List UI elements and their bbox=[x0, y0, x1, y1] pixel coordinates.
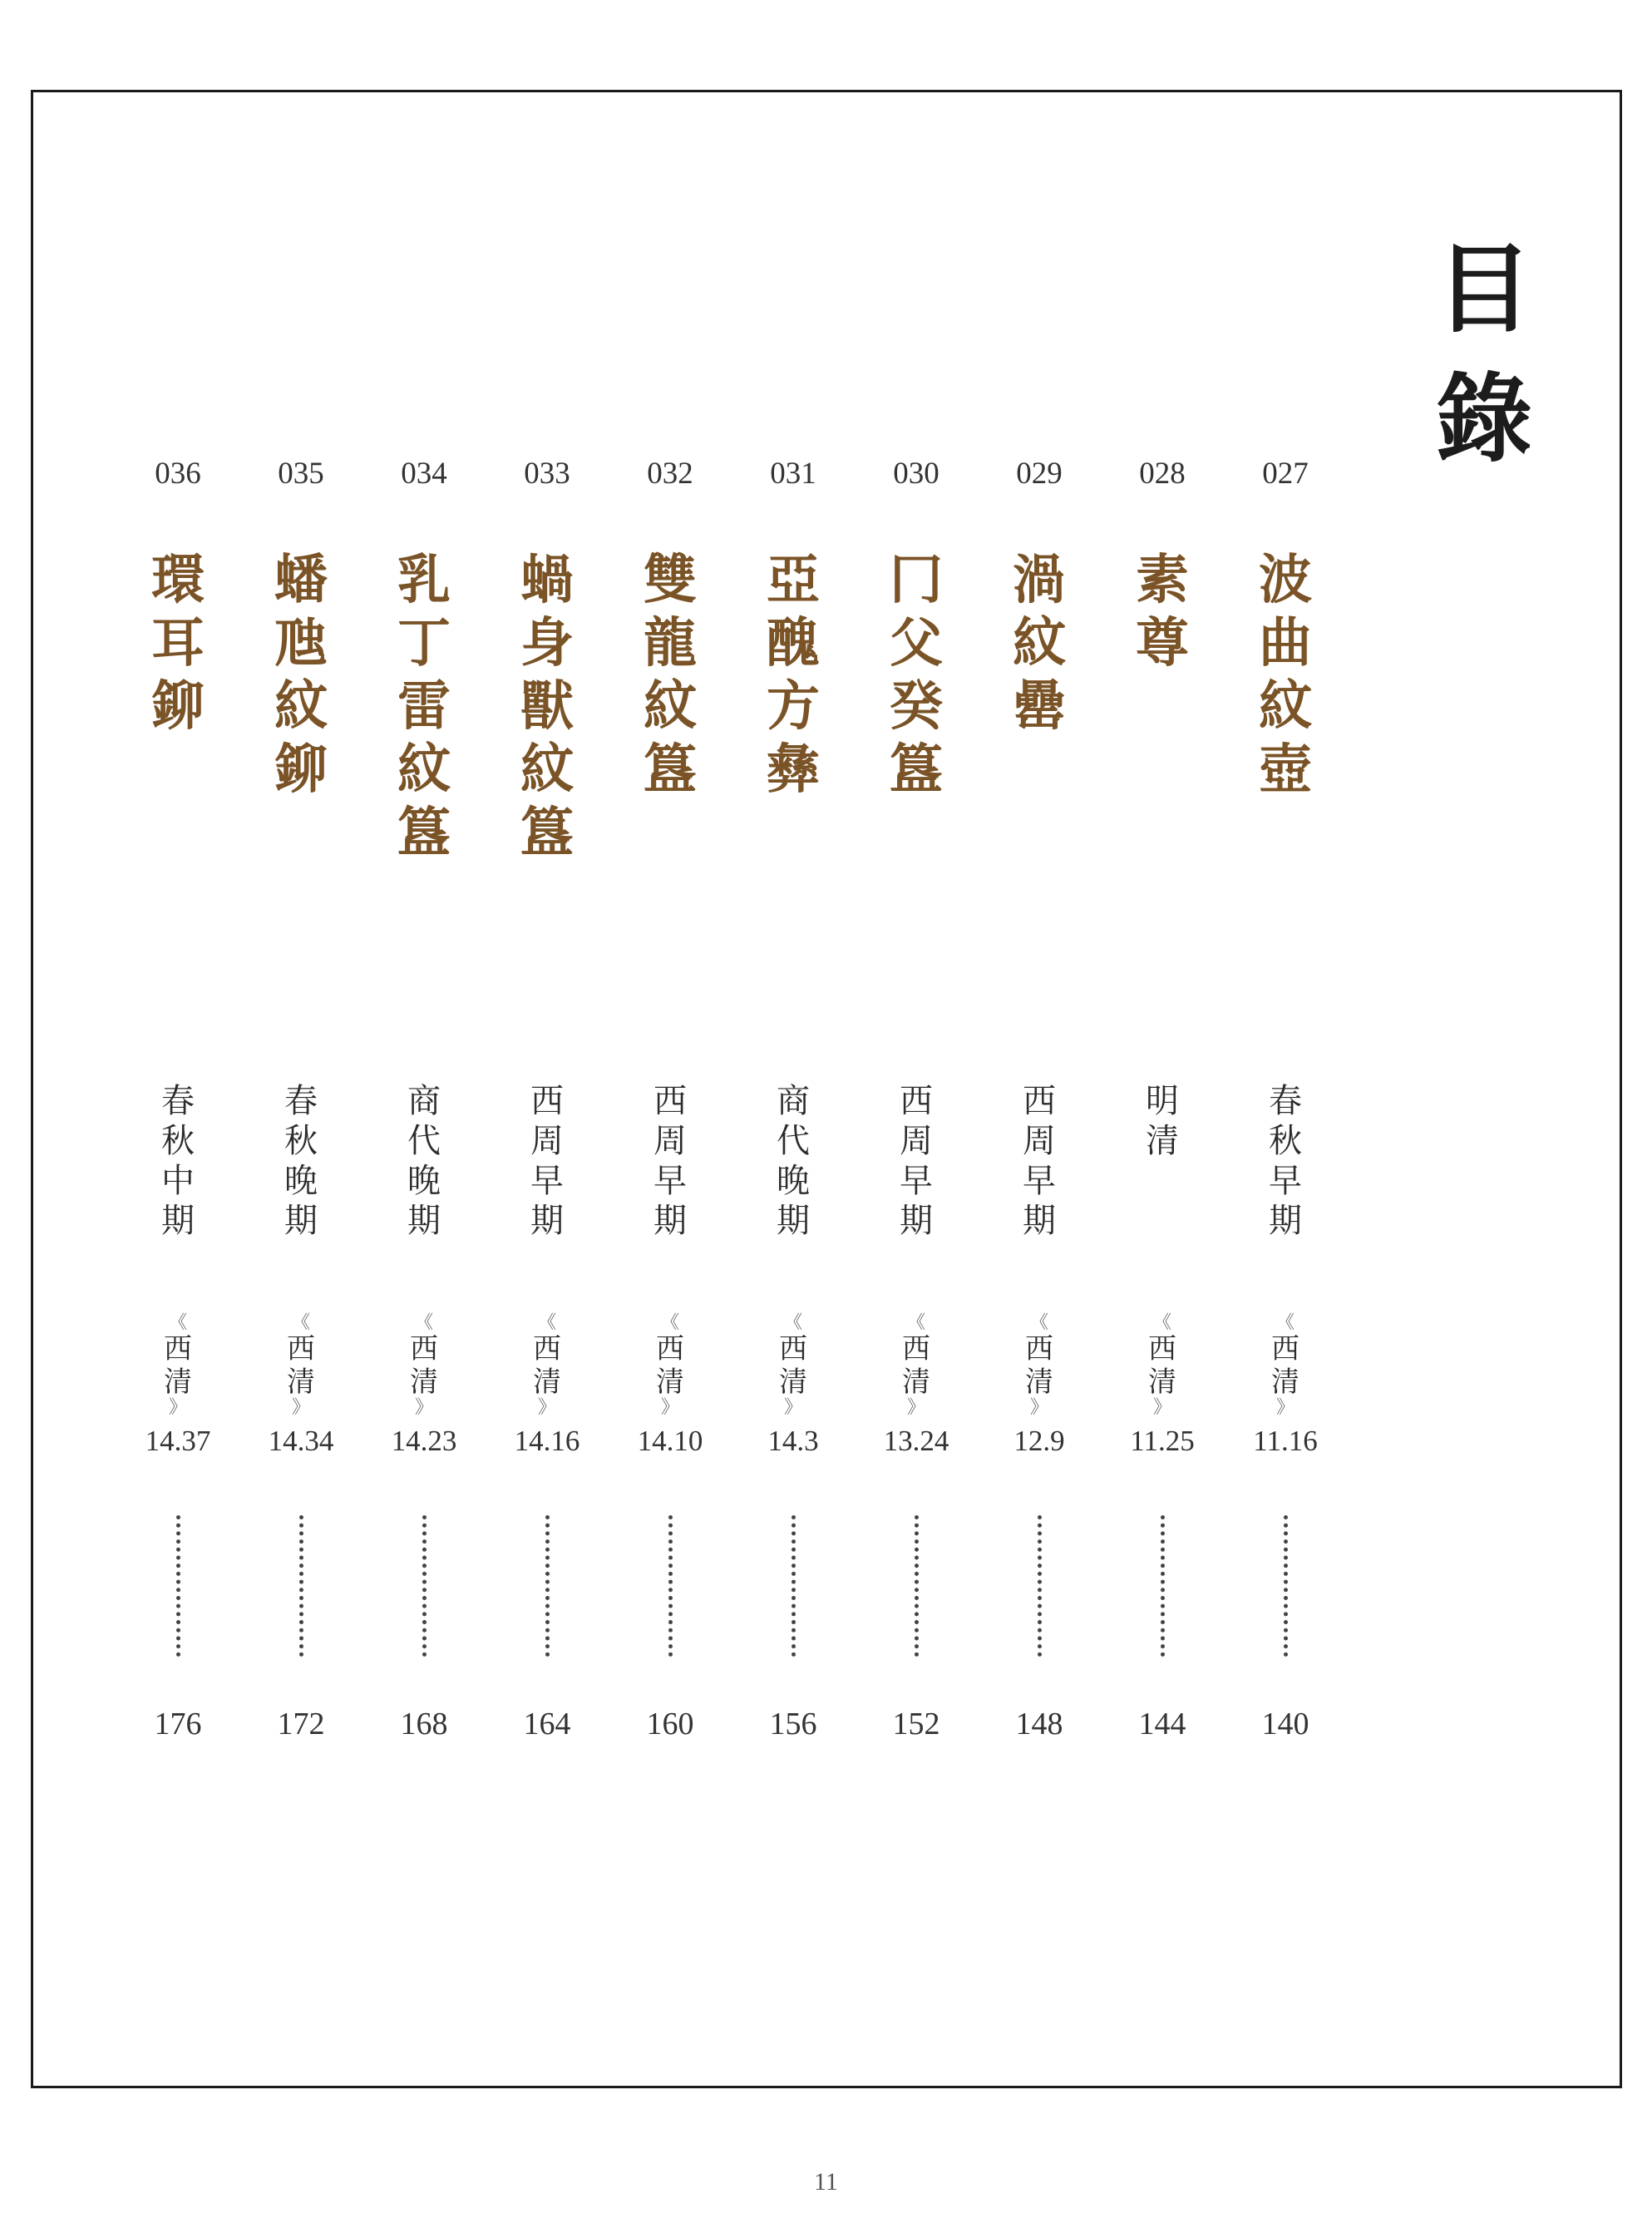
entry-page-number[interactable]: 140 bbox=[1261, 1707, 1309, 1741]
entry-page-number[interactable]: 152 bbox=[892, 1707, 940, 1741]
entry-source: 《 西 清 》 bbox=[779, 1312, 807, 1418]
entry-reference: 11.16 bbox=[1253, 1425, 1318, 1457]
entry-title: 雙 龍 紋 簋 bbox=[644, 549, 697, 801]
toc-entry[interactable] bbox=[612, 0, 728, 2223]
toc-entry[interactable] bbox=[981, 0, 1097, 2223]
entry-number: 033 bbox=[524, 457, 570, 491]
entry-source: 《 西 清 》 bbox=[1025, 1312, 1053, 1418]
entry-source: 《 西 清 》 bbox=[1148, 1312, 1176, 1418]
leader-dots bbox=[545, 1515, 550, 1657]
entry-source: 《 西 清 》 bbox=[656, 1312, 684, 1418]
entry-period: 商 代 晚 期 bbox=[777, 1082, 810, 1240]
entry-reference: 13.24 bbox=[883, 1425, 949, 1457]
entry-page-number[interactable]: 156 bbox=[769, 1707, 817, 1741]
entry-title: 素 尊 bbox=[1136, 549, 1189, 674]
entry-title: 蟠 虺 紋 鉚 bbox=[274, 549, 328, 801]
entry-title: 亞 醜 方 彝 bbox=[767, 549, 820, 801]
entry-period: 西 周 早 期 bbox=[530, 1082, 564, 1240]
entry-period: 春 秋 晚 期 bbox=[284, 1082, 318, 1240]
entry-source: 《 西 清 》 bbox=[287, 1312, 315, 1418]
entry-reference: 14.3 bbox=[767, 1425, 819, 1457]
entry-period: 明 清 bbox=[1146, 1082, 1179, 1160]
entry-title: 蝸 身 獸 紋 簋 bbox=[520, 549, 574, 864]
leader-dots bbox=[791, 1515, 796, 1657]
toc-entry[interactable] bbox=[1104, 0, 1221, 2223]
entry-period: 春 秋 中 期 bbox=[161, 1082, 195, 1240]
leader-dots bbox=[668, 1515, 673, 1657]
toc-entry[interactable] bbox=[489, 0, 605, 2223]
entry-number: 027 bbox=[1262, 457, 1309, 491]
toc-entry[interactable] bbox=[120, 0, 236, 2223]
heading-char-2: 錄 bbox=[1436, 363, 1532, 476]
entry-reference: 14.10 bbox=[637, 1425, 703, 1457]
entry-source: 《 西 清 》 bbox=[902, 1312, 930, 1418]
toc-entry[interactable] bbox=[243, 0, 359, 2223]
entry-reference: 11.25 bbox=[1130, 1425, 1195, 1457]
leader-dots bbox=[299, 1515, 303, 1657]
leader-dots bbox=[1284, 1515, 1288, 1657]
leader-dots bbox=[915, 1515, 919, 1657]
heading-char-1: 目 bbox=[1436, 233, 1532, 346]
leader-dots bbox=[176, 1515, 180, 1657]
leader-dots bbox=[422, 1515, 427, 1657]
entry-reference: 14.23 bbox=[391, 1425, 457, 1457]
entry-reference: 12.9 bbox=[1013, 1425, 1065, 1457]
entry-title: 冂 父 癸 簋 bbox=[890, 549, 943, 801]
toc-entry[interactable] bbox=[366, 0, 482, 2223]
entry-page-number[interactable]: 168 bbox=[400, 1707, 448, 1741]
toc-entry[interactable] bbox=[1227, 0, 1344, 2223]
entry-reference: 14.34 bbox=[268, 1425, 334, 1457]
entry-number: 030 bbox=[893, 457, 939, 491]
entry-page-number[interactable]: 164 bbox=[523, 1707, 571, 1741]
entry-title: 渦 紋 罍 bbox=[1013, 549, 1066, 738]
entry-reference: 14.37 bbox=[145, 1425, 211, 1457]
leader-dots bbox=[1161, 1515, 1165, 1657]
entry-number: 031 bbox=[770, 457, 816, 491]
entry-number: 034 bbox=[401, 457, 447, 491]
entry-period: 西 周 早 期 bbox=[1023, 1082, 1056, 1240]
entry-reference: 14.16 bbox=[514, 1425, 580, 1457]
entry-number: 029 bbox=[1016, 457, 1063, 491]
entry-period: 春 秋 早 期 bbox=[1269, 1082, 1302, 1240]
toc-heading bbox=[1413, 225, 1555, 484]
entry-title: 乳 丁 雷 紋 簋 bbox=[397, 549, 451, 864]
entry-source: 《 西 清 》 bbox=[1271, 1312, 1299, 1418]
entry-title: 波 曲 紋 壺 bbox=[1259, 549, 1312, 801]
entry-number: 036 bbox=[155, 457, 201, 491]
entry-number: 032 bbox=[647, 457, 693, 491]
entry-source: 《 西 清 》 bbox=[410, 1312, 438, 1418]
entry-title: 環 耳 鉚 bbox=[151, 549, 205, 738]
page-folio: 11 bbox=[814, 2168, 838, 2196]
entry-number: 035 bbox=[278, 457, 324, 491]
entry-source: 《 西 清 》 bbox=[164, 1312, 192, 1418]
toc-entry[interactable] bbox=[858, 0, 974, 2223]
entry-page-number[interactable]: 172 bbox=[277, 1707, 325, 1741]
entry-period: 商 代 晚 期 bbox=[407, 1082, 441, 1240]
entry-page-number[interactable]: 144 bbox=[1138, 1707, 1186, 1741]
leader-dots bbox=[1038, 1515, 1042, 1657]
toc-entry[interactable] bbox=[735, 0, 851, 2223]
entry-number: 028 bbox=[1139, 457, 1186, 491]
entry-source: 《 西 清 》 bbox=[533, 1312, 561, 1418]
entry-page-number[interactable]: 160 bbox=[646, 1707, 694, 1741]
entry-page-number[interactable]: 176 bbox=[154, 1707, 202, 1741]
entry-period: 西 周 早 期 bbox=[900, 1082, 933, 1240]
entry-page-number[interactable]: 148 bbox=[1015, 1707, 1063, 1741]
entry-period: 西 周 早 期 bbox=[653, 1082, 687, 1240]
